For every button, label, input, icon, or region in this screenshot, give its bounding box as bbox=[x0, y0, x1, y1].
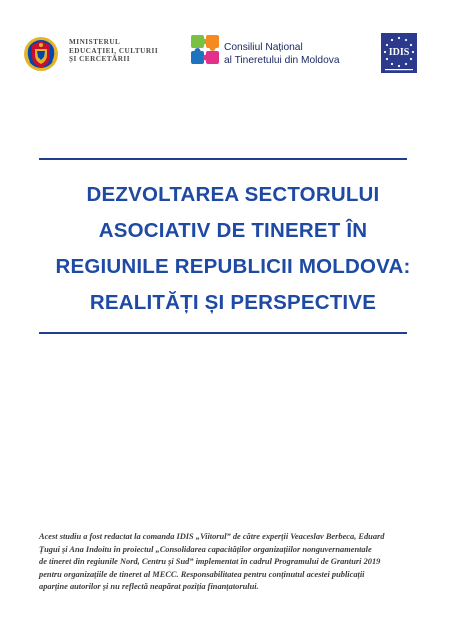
note-line-1: Acest studiu a fost redactat la comanda IDIS „Viitorul” de către experții Veaceslav Berbeca, Eduard bbox=[39, 532, 385, 541]
council-logo bbox=[189, 33, 349, 73]
puzzle-pieces-icon bbox=[189, 33, 221, 67]
ministry-logo bbox=[23, 32, 183, 76]
document-title bbox=[20, 177, 446, 321]
ministry-line-1: MINISTERUL bbox=[69, 38, 121, 46]
ministry-name bbox=[69, 38, 158, 64]
title-line-1: DEZVOLTAREA SECTORULUI bbox=[86, 183, 380, 206]
council-name bbox=[224, 42, 340, 67]
title-line-3: REGIUNILE REPUBLICII MOLDOVA: bbox=[55, 255, 411, 278]
idis-logo-label: IDIS bbox=[388, 47, 410, 58]
disclaimer-note bbox=[39, 531, 411, 594]
ministry-line-2: EDUCAȚIEI, CULTURII bbox=[69, 46, 159, 55]
ministry-line-3: ȘI CERCETĂRII bbox=[69, 55, 131, 64]
top-divider bbox=[39, 158, 407, 160]
council-line-1: Consiliul Național bbox=[224, 42, 303, 53]
note-line-4: pentru organizațiile de tineret al MECC. Responsabilitatea pentru conținutul acestei publicații bbox=[39, 569, 365, 579]
bottom-divider bbox=[39, 332, 407, 334]
eu-stars-idis-icon bbox=[381, 33, 417, 73]
moldova-coat-of-arms-icon bbox=[23, 34, 59, 74]
note-line-3: de tineret din regiunile Nord, Centru și Sud” implementat în cadrul Programului de Granturi 2019 bbox=[39, 557, 381, 567]
note-line-2: Țugui și Ana Indoitu în proiectul „Consolidarea capacităților organizațiilor nonguvernamentale bbox=[39, 544, 372, 554]
title-line-4: REALITĂȚI ȘI PERSPECTIVE bbox=[89, 291, 377, 314]
council-line-2: al Tineretului din Moldova bbox=[224, 54, 340, 66]
note-line-5: aparține autorilor și nu reflectă neapărat poziția finanțatorului. bbox=[39, 582, 259, 592]
title-line-2: ASOCIATIV DE TINERET ÎN bbox=[98, 219, 368, 242]
